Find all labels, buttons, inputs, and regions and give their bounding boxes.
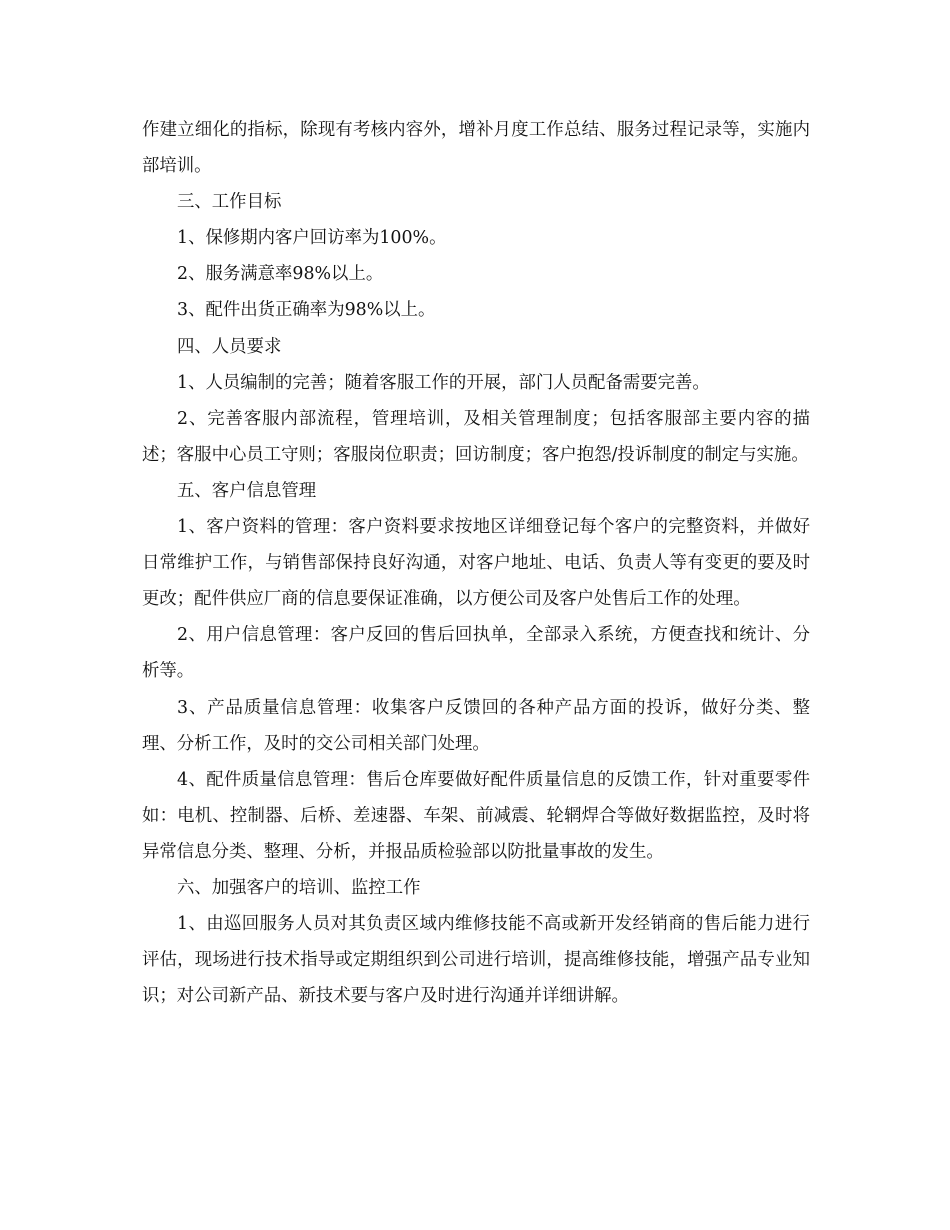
goal-item-1: 1、保修期内客户回访率为100%。 [177, 228, 447, 249]
section-heading-work-goals: 三、工作目标 [177, 192, 282, 213]
section-heading-training: 六、加强客户的培训、监控工作 [177, 877, 421, 898]
training-item-1: 1、由巡回服务人员对其负责区域内维修技能不高或新开发经销商的售后能力进行评估，现场进行技术指导或定期组织到公司进行培训，提高维修技能，增强产品专业知识；对公司新产品、新技术要与客户及时进行沟通并详细讲解。 [142, 914, 810, 1007]
info-item-4: 4、配件质量信息管理：售后仓库要做好配件质量信息的反馈工作，针对重要零件如：电机、控制器、后桥、差速器、车架、前减震、轮辋焊合等做好数据监控，及时将异常信息分类、整理、分析，并报品质检验部以防批量事故的发生。 [142, 769, 810, 862]
info-item-3: 3、产品质量信息管理：收集客户反馈回的各种产品方面的投诉，做好分类、整理、分析工作，及时的交公司相关部门处理。 [142, 697, 810, 754]
document-body [142, 112, 810, 1014]
paragraph-continuation: 作建立细化的指标，除现有考核内容外，增补月度工作总结、服务过程记录等，实施内部培训。 [142, 120, 810, 177]
info-item-1: 1、客户资料的管理：客户资料要求按地区详细登记每个客户的完整资料，并做好日常维护工作，与销售部保持良好沟通，对客户地址、电话、负责人等有变更的要及时更改；配件供应厂商的信息要保证准确，以方便公司及客户处售后工作的处理。 [142, 517, 810, 610]
info-item-2: 2、用户信息管理：客户反回的售后回执单，全部录入系统，方便查找和统计、分析等。 [142, 625, 810, 682]
goal-item-3: 3、配件出货正确率为98%以上。 [177, 300, 436, 321]
section-heading-customer-info: 五、客户信息管理 [177, 480, 317, 501]
goal-item-2: 2、服务满意率98%以上。 [177, 264, 384, 285]
staff-item-2: 2、完善客服内部流程，管理培训，及相关管理制度；包括客服部主要内容的描述；客服中心员工守则；客服岗位职责；回访制度；客户抱怨/投诉制度的制定与实施。 [142, 408, 810, 465]
section-heading-staff-requirements: 四、人员要求 [177, 336, 282, 357]
staff-item-1: 1、人员编制的完善；随着客服工作的开展，部门人员配备需要完善。 [177, 372, 710, 393]
